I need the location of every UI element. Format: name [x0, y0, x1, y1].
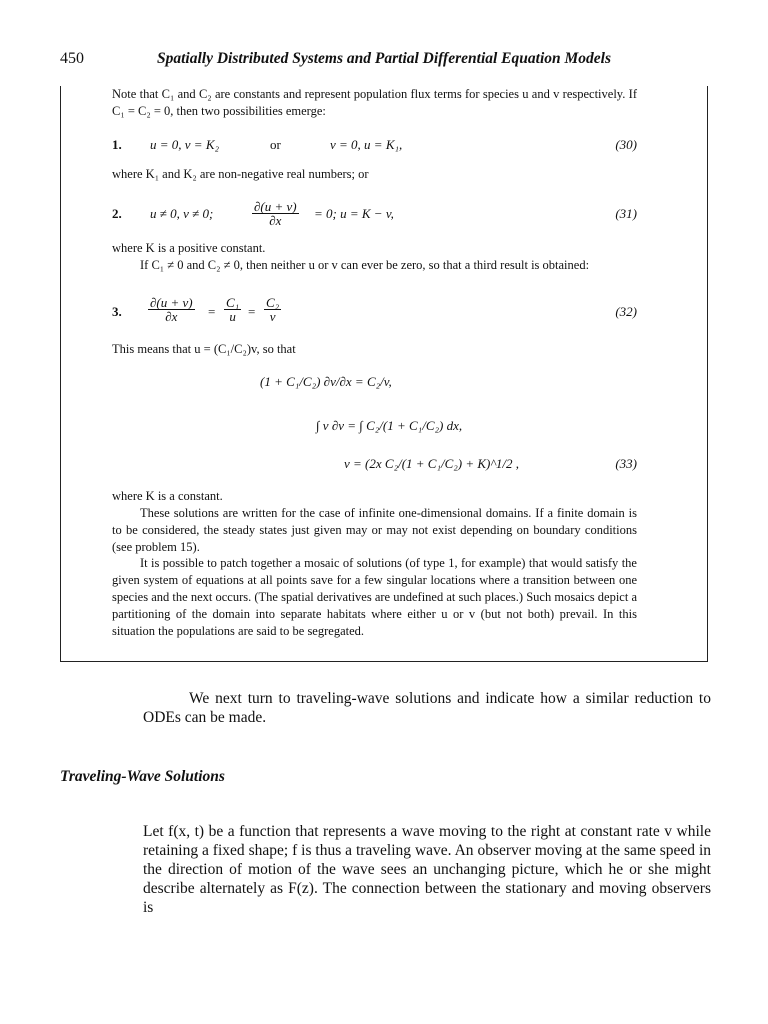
eq32-frac3 — [264, 296, 281, 323]
eq33-line-b: ∫ v ∂v = ∫ C₂/(1 + C₁/C₂) dx, — [316, 418, 463, 433]
eq31-lhs: u ≠ 0, v ≠ 0; — [150, 206, 214, 221]
eq33-line-a: (1 + C₁/C₂) ∂v/∂x = C₂/v, — [260, 374, 392, 389]
box-paragraph-1: These solutions are written for the case of infinite one-dimensional domains. If a finite domain is to be considered, the steady states just given may or may not exist depending on boundary conditions (see problem 15). — [112, 506, 637, 554]
eq32-frac2 — [224, 296, 241, 323]
paragraph-traveling-wave: Let f(x, t) be a function that represents a wave moving to the right at constant rate v while retaining a fixed shape; f is thus a traveling wave. An observer moving at the same speed in the direction of motion of the wave sees an unchanging picture, which he or she might describe alternately as F(z). The connection between the stationary and moving observers is — [143, 823, 711, 916]
this-means: This means that u = (C₁/C₂)v, so that — [112, 342, 296, 356]
eq32-den3: v — [269, 309, 276, 324]
eq30-number: (30) — [615, 137, 637, 152]
eq32-num2: C₁ — [226, 295, 240, 310]
eq32-den1: ∂x — [165, 309, 178, 324]
equation-33 — [112, 456, 637, 476]
eq31-numerator: ∂(u + v) — [254, 199, 297, 214]
where-k-constant: where K is a constant. — [112, 489, 223, 503]
eq30-right: v = 0, u = K₁, — [330, 137, 403, 152]
eq32-number: (32) — [615, 304, 637, 319]
after-eq31a: where K is a positive constant. — [112, 241, 266, 255]
eq31-fraction — [252, 200, 299, 227]
eq30-label: 1. — [112, 137, 122, 152]
paragraph-next-turn: We next turn to traveling-wave solutions and indicate how a similar reduction to ODEs can be made. — [143, 690, 711, 726]
eq33-line-c: v = (2x C₂/(1 + C₁/C₂) + K)^1/2 , — [344, 456, 519, 471]
eq32-eq2: = — [248, 304, 256, 319]
equation-30 — [112, 137, 637, 157]
box-paragraph-2: It is possible to patch together a mosaic of solutions (of type 1, for example) that would satisfy the given system of equations at all points save for a few singular locations where a transition between one species and the next occurs. (The spatial derivatives are undefined at such places.) Such mosaics depict a partitioning of the domain into separate habitats where either u or v (but not both) prevail. In this situation the populations are said to be segregated. — [112, 556, 637, 638]
eq32-frac1 — [148, 296, 195, 323]
eq31-number: (31) — [615, 206, 637, 221]
eq31-denominator: ∂x — [269, 213, 282, 228]
page-header — [60, 50, 708, 74]
box-intro: Note that C₁ and C₂ are constants and represent population flux terms for species u and v respectively. If C₁ = C₂ = 0, then two possibilities emerge: — [112, 87, 637, 118]
after-eq30: where K₁ and K₂ are non-negative real numbers; or — [112, 167, 369, 181]
eq30-or: or — [270, 137, 281, 152]
eq32-num3: C₂ — [266, 295, 280, 310]
equation-31 — [112, 200, 637, 230]
eq32-eq1: = — [208, 304, 216, 319]
after-eq31b: If C₁ ≠ 0 and C₂ ≠ 0, then neither u or v can ever be zero, so that a third result is obtained: — [140, 258, 590, 272]
eq30-left: u = 0, v = K₂ — [150, 137, 220, 152]
page-number: 450 — [60, 50, 84, 67]
equation-32 — [112, 296, 637, 330]
eq31-rhs: = 0; u = K − v, — [314, 206, 394, 221]
eq33-number: (33) — [615, 456, 637, 471]
eq32-num1: ∂(u + v) — [150, 295, 193, 310]
eq31-label: 2. — [112, 206, 122, 221]
section-title: Traveling-Wave Solutions — [60, 768, 225, 785]
eq32-label: 3. — [112, 304, 122, 319]
eq32-den2: u — [229, 309, 236, 324]
running-title: Spatially Distributed Systems and Partial Differential Equation Models — [157, 50, 611, 67]
